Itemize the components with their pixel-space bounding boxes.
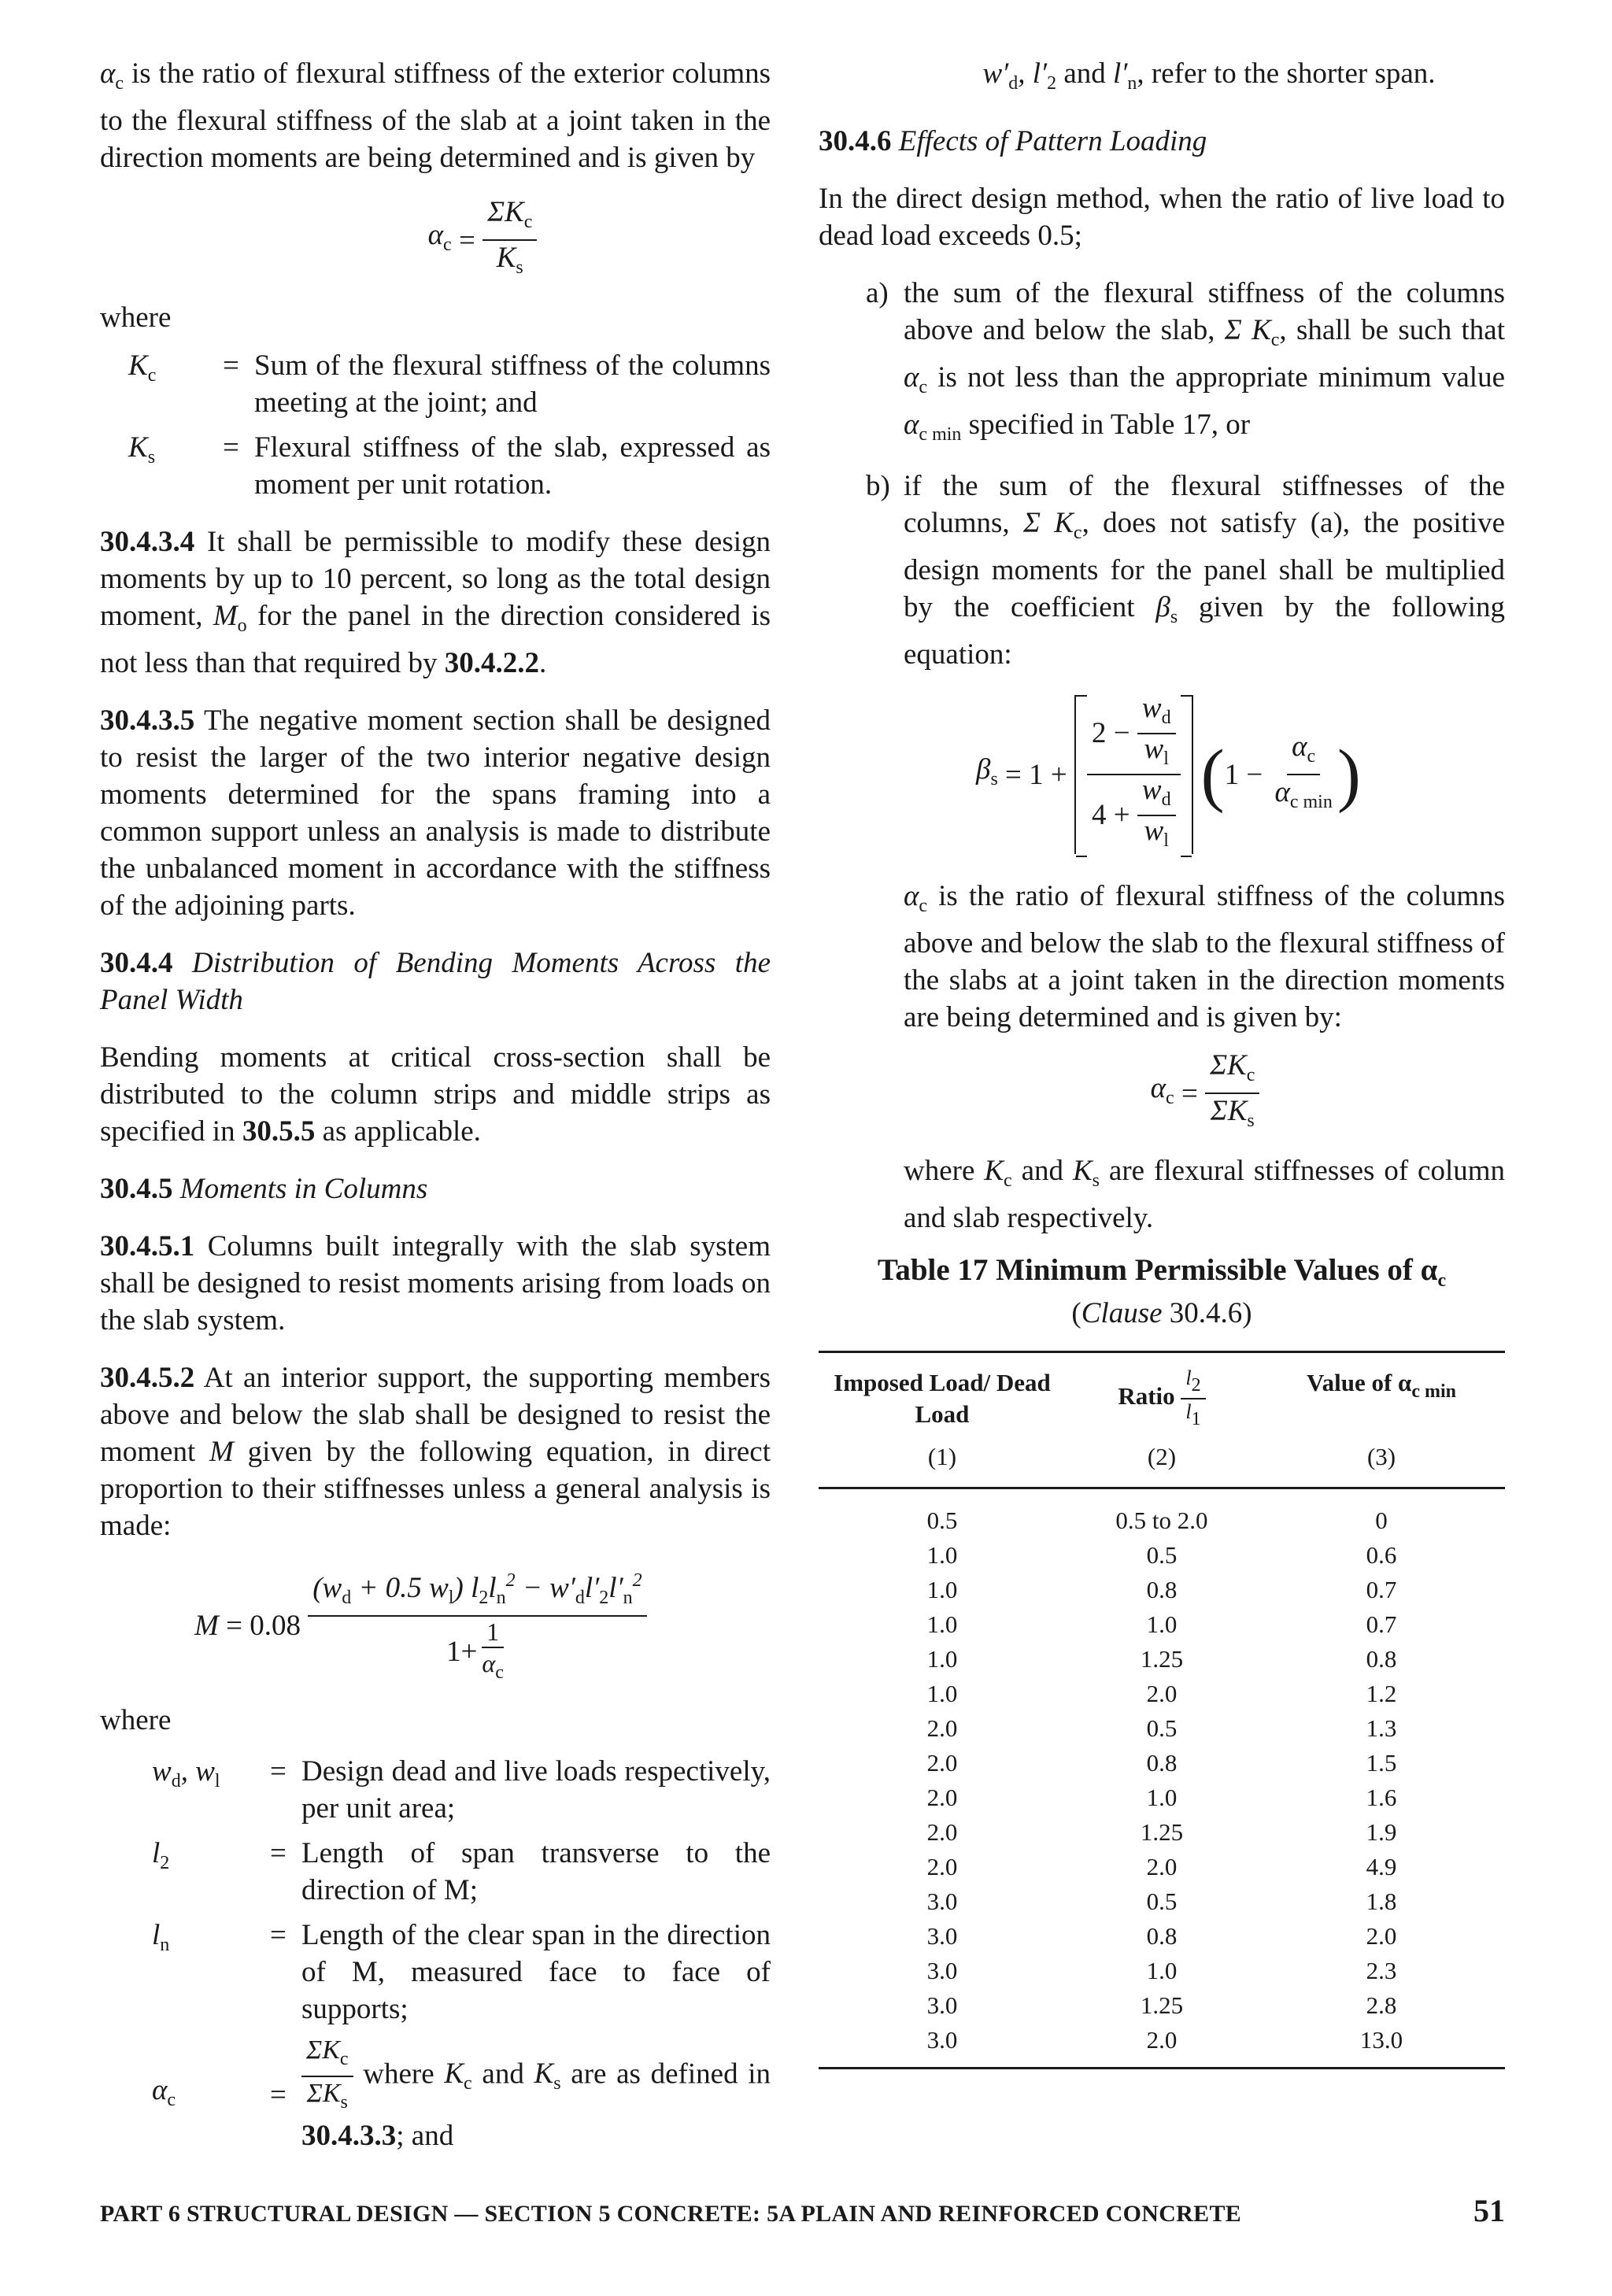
- table-row: [819, 1488, 1505, 1539]
- table-row: [819, 1573, 1505, 1607]
- table-row: [819, 2023, 1505, 2069]
- table-cell: 3.0: [926, 1887, 958, 1915]
- definition-wd-wl: $w_d$, $w_l$ = Design dead and live loads respectively, per unit area;: [152, 1755, 771, 1825]
- table-cell: 3.0: [926, 1922, 958, 1950]
- left-column: [100, 55, 771, 2175]
- table-cell: 0.5: [1146, 1714, 1178, 1742]
- table-row: [819, 1711, 1505, 1746]
- clause-30-4-3-4: 30.4.3.4 It shall be permissible to modify these design moments by up to 10 percent, so long as the total design moment, $M_o$ for the panel in the direction considered is not less than that required by 30.4.2.2.: [100, 526, 771, 679]
- clause-30-4-5-1: 30.4.5.1 Columns built integrally with the slab system shall be designed to resist moments arising from loads on the slab system.: [100, 1230, 771, 1337]
- alpha-definition-paragraph: $\alpha_c$ is the ratio of flexural stiffness of the exterior columns to the flexural stiffness of the slab at a joint taken in the direction moments are being determined and is given by: [100, 57, 771, 174]
- table-cell: 1.8: [1366, 1887, 1397, 1915]
- table-cell: 2.0: [1146, 2026, 1178, 2054]
- table-row: [819, 1988, 1505, 2023]
- page-footer: [100, 2192, 1505, 2229]
- table-cell: 0.8: [1146, 1576, 1178, 1603]
- list-item-a: a) the sum of the flexural stiffness of the columns above and below the slab, Σ $K_c$, shall be such that $\alpha_c$ is not less than the appropriate minimum value $\alpha_{c min}$ specified in Table 17, or: [866, 277, 1506, 445]
- table-cell: 2.0: [1146, 1853, 1178, 1880]
- table-cell: 0.8: [1366, 1645, 1397, 1673]
- table-cell: 0.7: [1366, 1610, 1397, 1638]
- table-cell: 2.0: [926, 1749, 958, 1777]
- table-row: [819, 1746, 1505, 1780]
- table-cell: 1.5: [1366, 1749, 1397, 1777]
- table-cell: 1.0: [926, 1576, 958, 1603]
- definitions-1: [100, 347, 771, 503]
- definition-l2: $l_2$ = Length of span transverse to the direction of M;: [152, 1837, 771, 1906]
- table-cell: 1.2: [1366, 1680, 1397, 1707]
- table-cell: 4.9: [1366, 1853, 1397, 1880]
- table-cell: 0.8: [1146, 1749, 1178, 1777]
- table-body: [819, 1488, 1505, 2069]
- table-cell: 1.9: [1366, 1818, 1397, 1846]
- where-label-1: where: [100, 301, 172, 334]
- definition-ln: $l_n$ = Length of the clear span in the direction of M, measured face to face of supports;: [152, 1919, 771, 2025]
- table-cell: 1.0: [1146, 1957, 1178, 1984]
- table-cell: 2.0: [926, 1784, 958, 1811]
- table-cell: 2.0: [1366, 1922, 1397, 1950]
- heading-30-4-4: 30.4.4 Distribution of Bending Moments Across the Panel Width: [100, 947, 771, 1016]
- table-row: [819, 1607, 1505, 1642]
- table-title: Table 17 Minimum Permissible Values of $\alpha_c$: [877, 1253, 1447, 1291]
- right-column: [819, 55, 1505, 2069]
- table-cell: 3.0: [926, 1957, 958, 1984]
- table-cell: 0.5: [926, 1507, 958, 1534]
- table-row: [819, 1677, 1505, 1711]
- table-cell: 1.6: [1366, 1784, 1397, 1811]
- page-number: 51: [1473, 2193, 1505, 2228]
- table-cell: 0: [1375, 1507, 1388, 1534]
- table-cell: 3.0: [926, 1991, 958, 2019]
- table-row: [819, 1850, 1505, 1884]
- column-header-load: Imposed Load/ Dead Load: [834, 1369, 1051, 1428]
- beta-bracket: 2 − $\frac{w_d}{w_l}$ 4 + $\frac{w_d}{w_l}$: [1074, 695, 1193, 854]
- table-cell: 2.8: [1366, 1991, 1397, 2019]
- table-cell: 0.5: [1146, 1887, 1178, 1915]
- clause-30-4-6-text: In the direct design method, when the ratio of live load to dead load exceeds 0.5;: [819, 183, 1505, 252]
- column-number-3: (3): [1366, 1443, 1396, 1470]
- definition-ks: $K_s$ = Flexural stiffness of the slab, expressed as moment per unit rotation.: [128, 431, 771, 501]
- stiffness-note: where $K_c$ and $K_s$ are flexural stiffnesses of column and slab respectively.: [904, 1155, 1506, 1234]
- table-cell: 1.25: [1140, 1991, 1184, 2019]
- definitions-2: [100, 1753, 771, 2154]
- table-row: [819, 1919, 1505, 1954]
- table-cell: 1.0: [926, 1680, 958, 1707]
- table-cell: 1.25: [1140, 1818, 1184, 1846]
- table-cell: 2.0: [926, 1714, 958, 1742]
- table-cell: 1.25: [1140, 1645, 1184, 1673]
- table-cell: 2.0: [1146, 1680, 1178, 1707]
- beta-equation: $\beta_s$ = 1 + 2 − $\frac{w_d}{w_l}$ 4 + $\frac{w_d}{w_l}$ ( 1 − $\frac{\alpha_c}{\alpha_{c min}}$ ): [819, 695, 1505, 854]
- table-cell: 0.7: [1366, 1576, 1397, 1603]
- table-cell: 3.0: [926, 2026, 958, 2054]
- table-cell: 13.0: [1359, 2026, 1403, 2054]
- table-cell: 0.6: [1366, 1541, 1397, 1569]
- footer-text: PART 6 STRUCTURAL DESIGN — SECTION 5 CONCRETE: 5A PLAIN AND REINFORCED CONCRETE: [100, 2201, 1242, 2227]
- definition-alpha-c: $\alpha_c$ = $\frac{\Sigma K_c}{\Sigma K_s}$ where $K_c$ and $K_s$ are as defined in 30.4.3.3; and: [152, 2035, 771, 2152]
- table-cell: 2.0: [926, 1818, 958, 1846]
- table-row: [819, 1884, 1505, 1919]
- table-cell: 2.3: [1366, 1957, 1397, 1984]
- shorter-span-note: $w'_d$, $l'_2$ and $l'_n$, refer to the shorter span.: [982, 57, 1436, 94]
- column-number-2: (2): [1147, 1443, 1177, 1470]
- column-header-value: Value of $\alpha_{c min}$: [1307, 1369, 1456, 1402]
- clause-30-4-3-5: 30.4.3.5 The negative moment section shall be designed to resist the larger of the two interior negative design moments determined for the spans framing into a common support unless an analysis is made to distribute the unbalanced moment in accordance with the stiffness of the adjoining parts.: [100, 704, 771, 922]
- table-row: [819, 1642, 1505, 1677]
- column-number-1: (1): [927, 1443, 957, 1470]
- alpha-equation-1: $\alpha_c$ = $\frac{\Sigma K_c}{K_s}$: [100, 197, 771, 283]
- table-cell: 1.0: [926, 1610, 958, 1638]
- table-cell: 1.0: [926, 1645, 958, 1673]
- table-cell: 1.3: [1366, 1714, 1397, 1742]
- table-cell: 1.0: [926, 1541, 958, 1569]
- where-label-2: where: [100, 1704, 172, 1736]
- table-cell: 1.0: [1146, 1610, 1178, 1638]
- clause-30-4-5-2: 30.4.5.2 At an interior support, the supporting members above and below the slab shall be designed to resist the moment M given by the following equation, in direct proportion to their stiffnesses unless a general analysis is made:: [100, 1362, 771, 1542]
- table-row: [819, 1954, 1505, 1988]
- table-cell: 0.8: [1146, 1922, 1178, 1950]
- list-item-b: b) if the sum of the flexural stiffnesses of the columns, Σ $K_c$, does not satisfy (a), the positive design moments for the panel shall be multiplied by the coefficient $\beta_s$ given by the following equation:: [866, 470, 1506, 671]
- heading-30-4-5: 30.4.5 Moments in Columns: [100, 1173, 428, 1205]
- table-cell: 1.0: [1146, 1784, 1178, 1811]
- min-alpha-table: [819, 1351, 1505, 2069]
- clause-30-4-4-text: Bending moments at critical cross-section shall be distributed to the column strips and middle strips as specified in 30.5.5 as applicable.: [100, 1041, 771, 1148]
- table-clause: (Clause 30.4.6): [1071, 1297, 1252, 1329]
- table-row: [819, 1780, 1505, 1815]
- definition-kc: $K_c$ = Sum of the flexural stiffness of the columns meeting at the joint; and: [128, 349, 771, 419]
- table-row: [819, 1538, 1505, 1573]
- column-header-ratio: Ratio $\frac{l2}{l1}$: [1066, 1352, 1258, 1436]
- moment-equation: M = 0.08 ($w_d + 0.5$ $w_l$) $l_2l_n^2 - w'_dl'_2l'_n^2$ 1+ $\frac{1}{\alpha_c}$: [100, 1565, 771, 1686]
- table-cell: 0.5 to 2.0: [1115, 1507, 1208, 1534]
- alpha-equation-2: $\alpha_c$ = $\frac{\Sigma K_c}{\Sigma K_s}$: [819, 1050, 1505, 1137]
- table-row: [819, 1815, 1505, 1850]
- table-cell: 0.5: [1146, 1541, 1178, 1569]
- table-cell: 2.0: [926, 1853, 958, 1880]
- alpha-c-description: $\alpha_c$ is the ratio of flexural stiffness of the columns above and below the slab to the flexural stiffness of the slabs at a joint taken in the direction moments are being determined and is given by:: [904, 880, 1506, 1033]
- heading-30-4-6: 30.4.6 Effects of Pattern Loading: [819, 125, 1207, 157]
